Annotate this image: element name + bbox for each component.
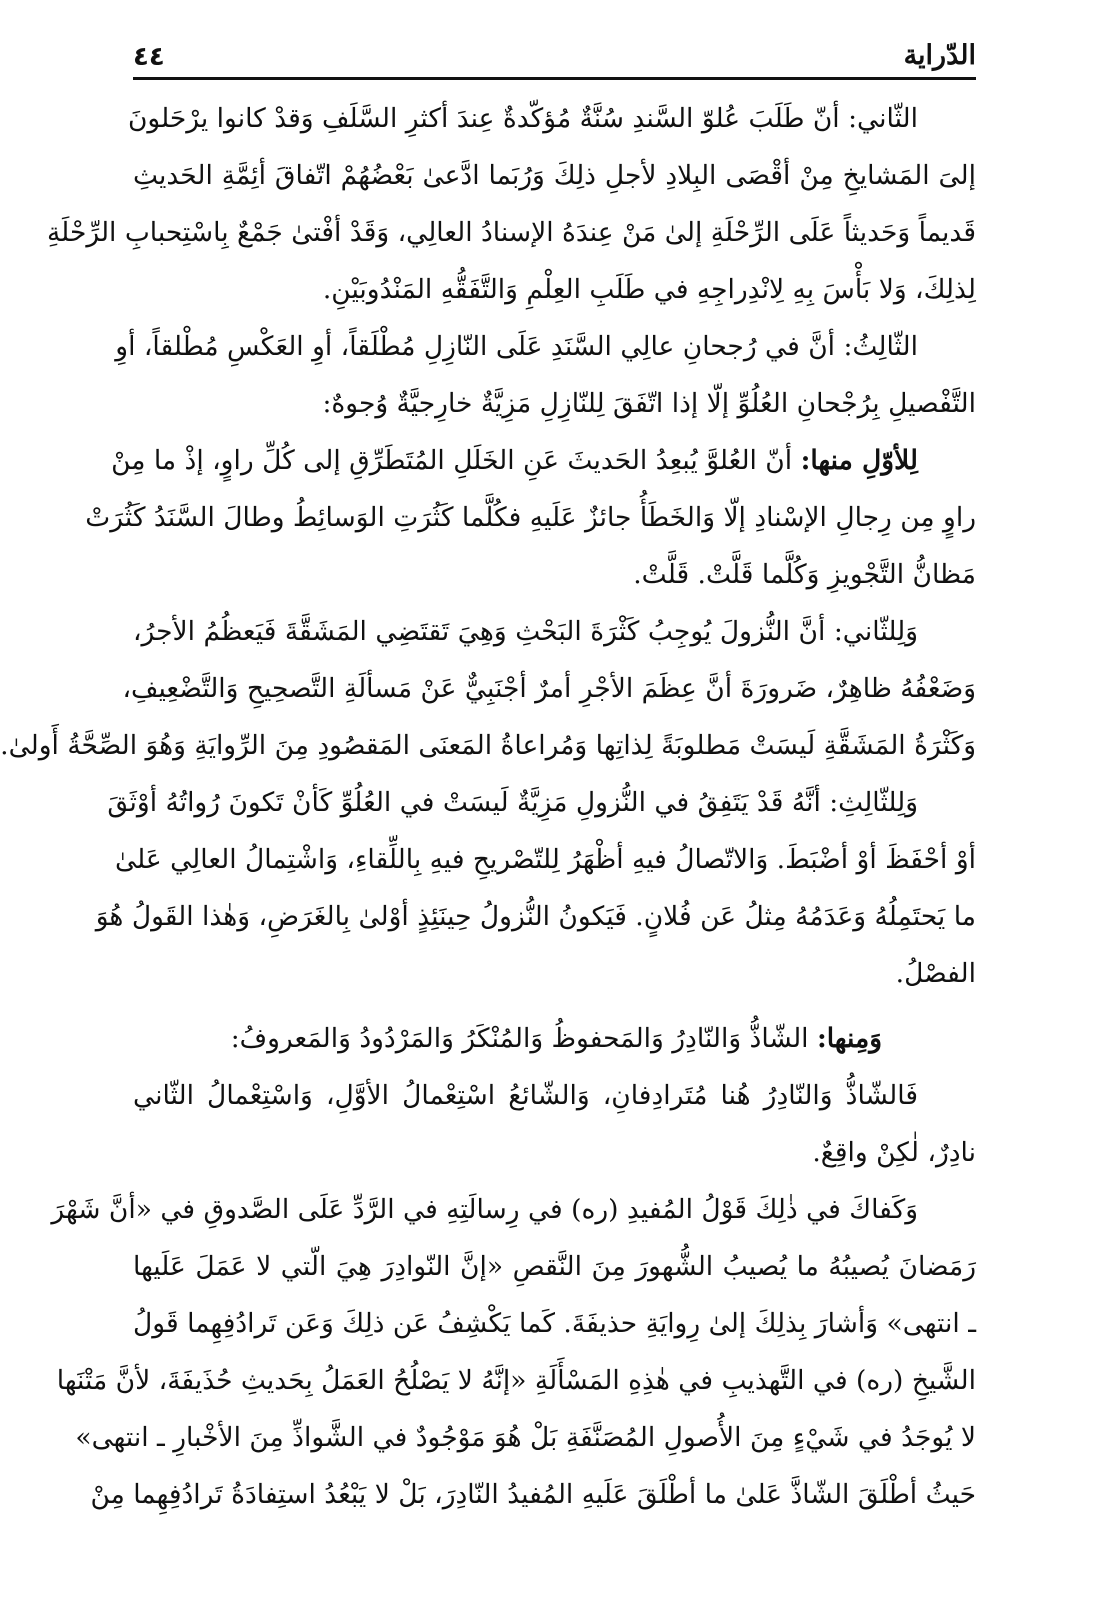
text-line: حَيثُ أطْلَقَ الشّاذَّ عَلىٰ ما أطْلَقَ عَلَيهِ المُفيدُ النّادِرَ، بَلْ لا يَبْعُدُ استِفادَةُ تَرادُفِهِما مِنْ (90, 1479, 976, 1510)
running-head (133, 38, 976, 74)
text-line: إلىَ المَشايخِ مِنْ أقْصَى البِلادِ لأجلِ ذلِكَ وَرُبَما ادَّعىٰ بَعْضُهُمْ اتّفاقَ أئِمَّةِ الحَديثِ (133, 160, 976, 191)
text-line: وَضَعْفُهُ ظاهِرٌ، ضَرورَةَ أنَّ عِظَمَ الأجْرِ أمرٌ أجْنَبِيٌّ عَنْ مَسألَةِ التَّصحِيحِ وَالتَّضْعِيفِ، (122, 673, 976, 704)
text-line: الفصْلُ. (895, 958, 976, 989)
text-line: وَلِلثّالِثِ: أنَّهُ قَدْ يَتَفِقُ في النُّزولِ مَزِيَّةٌ لَيسَتْ في العُلُوِّ كَأنْ تَكونَ رُواتُهُ أوْثَقَ (107, 787, 918, 818)
text-line: ـ انتهى» وَأشارَ بِذلِكَ إلىٰ رِوايَةِ حذيفَةَ. كَما يَكْشِفُ عَن ذلِكَ وَعَن تَرادُفِهِما قَولُ (133, 1308, 976, 1339)
text-line: التَّفْصيلِ بِرُجْحانِ العُلُوِّ إلّا إذا اتّفَقَ لِلنّازِلِ مَزِيَّةٌ خارِجيَّةٌ وُجوهٌ: (322, 388, 976, 419)
text-line: لِذلِكَ، وَلا بَأْسَ بِهِ لِانْدِراجِهِ في طَلَبِ العِلْمِ وَالتَّفَقُّهِ المَنْدُوبَيْنِ. (322, 274, 976, 305)
text-line: نادِرٌ، لٰكِنْ واقِعٌ. (812, 1137, 976, 1168)
bold-lead-in: لِلأوّلِ منها: (800, 445, 918, 476)
section-heading: وَمِنها: الشّاذُّ وَالنّادِرُ وَالمَحفوظُ وَالمُنْكَرُ وَالمَرْدُودُ وَالمَعروفُ: (230, 1023, 882, 1054)
text-line: وَكَثْرَةُ المَشَقَّةِ لَيسَتْ مَطلوبَةً لِذاتِها وَمُراعاةُ المَعنَى المَقصُودِ مِنَ الرِّوايَةِ وَهُوَ الصِّحَّةُ أَولىٰ. (0, 730, 976, 761)
text-line: وَلِلثّاني: أنَّ النُّزولَ يُوجِبُ كَثْرَةَ البَحْثِ وَهِيَ تَقتَضِي المَشَقَّةَ فَيَعظُمُ الأجرُ، (133, 616, 918, 647)
text-line: الشَّيخِ (ره) في التَّهذيبِ في هٰذِهِ المَسْأَلَةِ «إنَّهُ لا يَصْلُحُ العَمَلُ بِحَديثِ حُذَيفَةَ، لأنَّ مَتْنَها (56, 1365, 976, 1396)
body-text (0, 90, 976, 1523)
text-line: لا يُوجَدُ في شَيْءٍ مِنَ الأُصولِ المُصَنَّفَةِ بَلْ هُوَ مَوْجُودٌ في الشَّواذِّ مِنَ الأخْبارِ ـ انتهى» (75, 1422, 976, 1453)
text-line: لِلأوّلِ منها: أنّ العُلوَّ يُبعِدُ الحَديثَ عَنِ الخَلَلِ المُتَطَرِّقِ إلى كُلِّ راوٍ، إذْ ما مِنْ (111, 445, 918, 476)
text-line: الثّالِثُ: أنَّ في رُجحانِ عالِي السَّنَدِ عَلَى النّازِلِ مُطْلَقاً، أوِ العَكْسِ مُطْلقاً، أوِ (115, 331, 918, 362)
running-title: الدّراية (903, 40, 976, 71)
header-rule (133, 77, 976, 80)
text-line: فَالشّاذُّ وَالنّادِرُ هُنا مُتَرادِفانِ، وَالشّائعُ اسْتِعْمالُ الأوَّلِ، وَاسْتِعْمالُ الثّاني (133, 1080, 918, 1111)
page-number: ٤٤ (133, 42, 165, 72)
text-line: رَمَضانَ يُصيبُهُ ما يُصيبُ الشُّهورَ مِنَ النَّقصِ «إنَّ النّوادِرَ هِيَ الّتي لا عَمَلَ عَلَيها (133, 1251, 976, 1282)
text-line: أوْ أحْفَظَ أوْ أضْبَطَ. وَالاتّصالُ فيهِ أظْهَرُ لِلتّصْريحِ فيهِ بِاللِّقاءِ، وَاشْتِمالُ العالِي عَلىٰ (115, 844, 976, 875)
text-line: مَظانُّ التَّجْويزِ وَكُلَّما قَلَّتْ. قَلَّتْ. (633, 559, 976, 590)
bold-lead-in: وَمِنها: (816, 1023, 882, 1054)
text-line: قَديماً وَحَديثاً عَلَى الرِّحْلَةِ إلىٰ مَنْ عِندَهُ الإسنادُ العالِي، وَقَدْ أفْتىٰ جَمْعٌ بِاسْتِحبابِ الرِّحْلَةِ (46, 217, 976, 248)
text-line: الثّاني: أنّ طَلَبَ عُلوّ السَّندِ سُنَّةٌ مُؤكّدةٌ عِندَ أكثرِ السَّلَفِ وَقدْ كانوا يرْحَلونَ (127, 103, 918, 134)
text-line: وَكَفاكَ في ذٰلِكَ قَوْلُ المُفيدِ (ره) في رِسالَتِهِ في الرَّدِّ عَلَى الصَّدوقِ في «أنَّ شَهْرَ (51, 1194, 918, 1225)
text-line: ما يَحتَمِلُهُ وَعَدَمُهُ مِثلُ عَن فُلانٍ. فَيَكونُ النُّزولُ حِينَئِذٍ أوْلىٰ بِالغَرَضِ، وَهٰذا القَولُ هُوَ (95, 901, 976, 932)
text-line: راوٍ مِن رِجالِ الإسْنادِ إلّا وَالخَطَأُ جائزٌ عَلَيهِ فكُلَّما كَثُرَتِ الوَسائِطُ وطالَ السَّنَدُ كَثُرَتْ (85, 502, 976, 533)
paragraph-gap (133, 1002, 976, 1010)
